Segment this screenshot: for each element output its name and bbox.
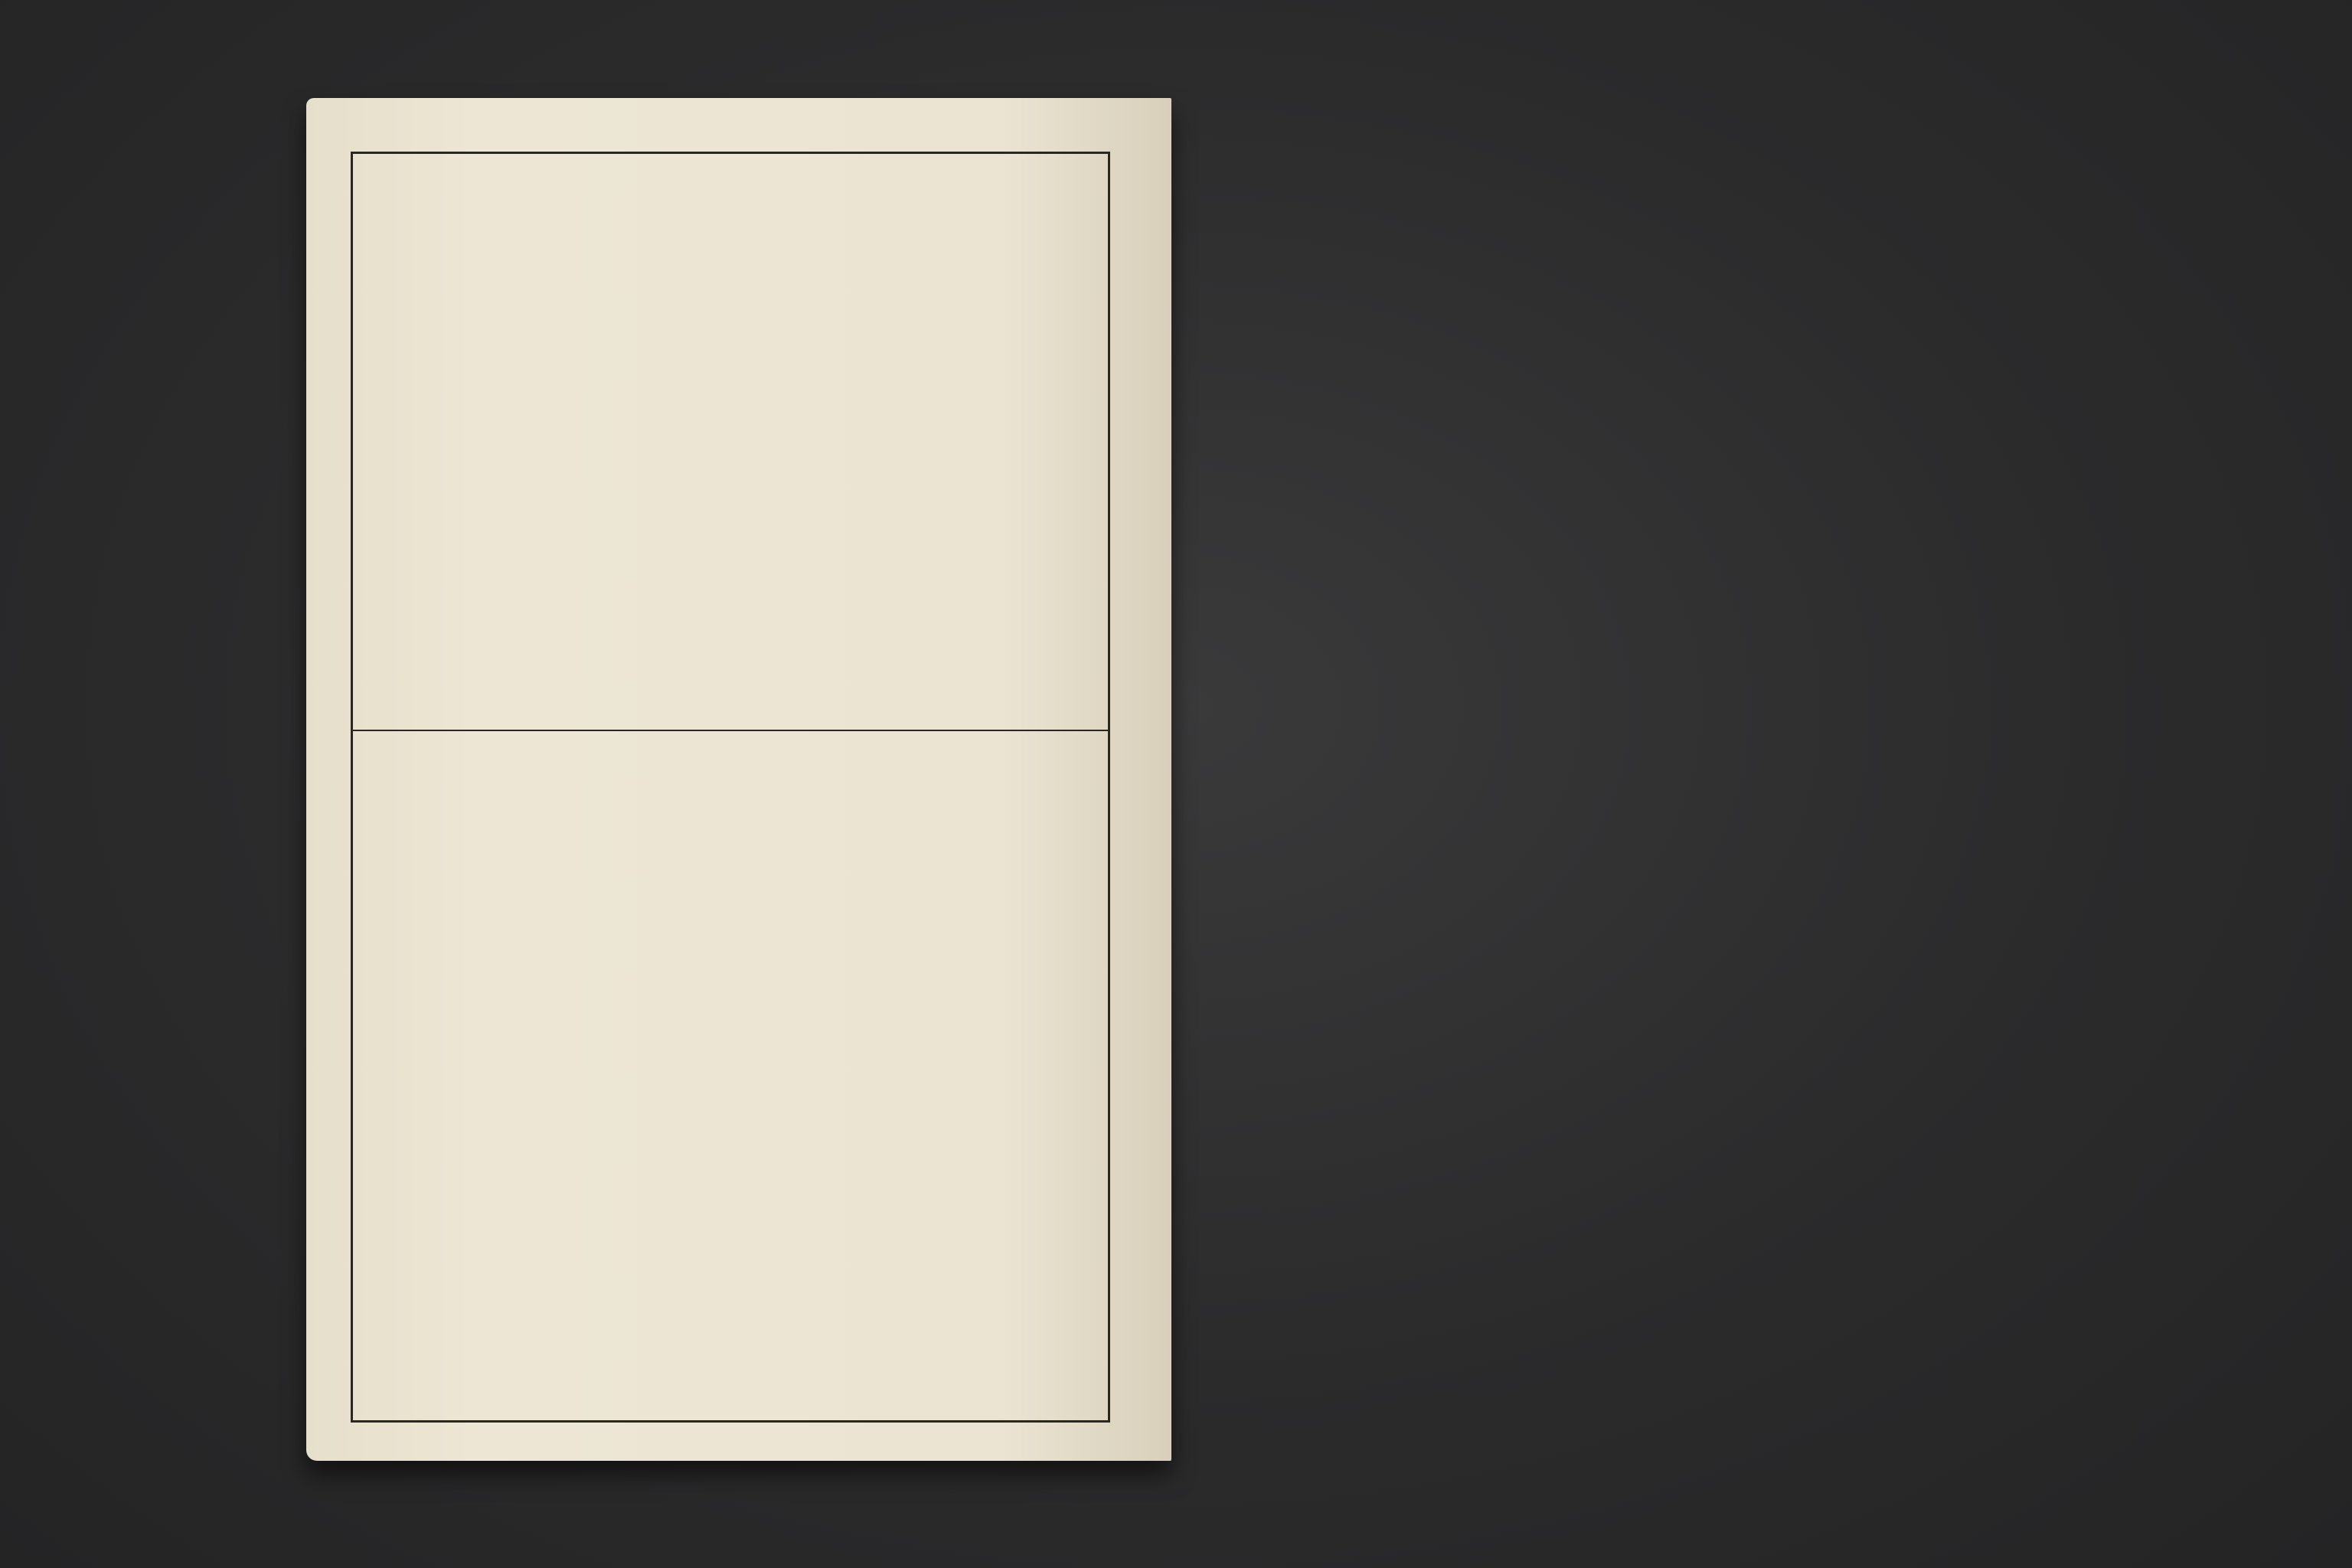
left-text-band-bottom [358, 736, 1103, 1416]
left-text-band-top [358, 158, 1103, 727]
left-rule-1 [353, 730, 1108, 731]
left-page-frame [351, 152, 1110, 1423]
left-page [306, 98, 1171, 1461]
open-book [306, 98, 2029, 1476]
